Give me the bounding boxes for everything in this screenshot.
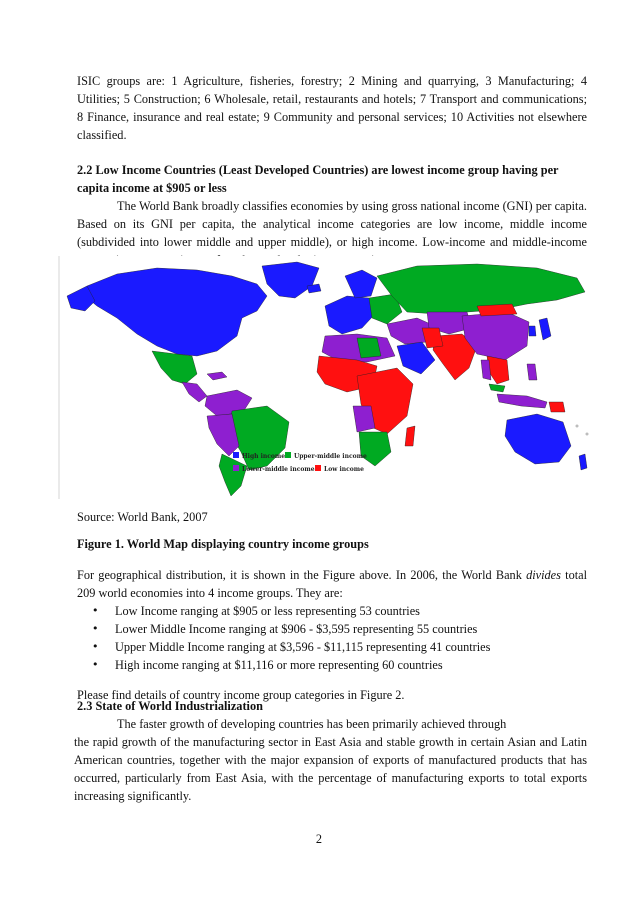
- list-item: • Lower Middle Income ranging at $906 - $3,595 representing 55 countries: [77, 620, 587, 638]
- legend-upper-label: Upper-middle income: [294, 453, 367, 460]
- philippines-lower: [527, 364, 537, 380]
- isic-paragraph: ISIC groups are: 1 Agriculture, fisheries, forestry; 2 Mining and quarrying, 3 Manufacturing; 4 Utilities; 5 Construction; 6 Wholesale, retail, restaurants and hotels; 7 Transport and communications; 8 Finance, insurance and real estate; 9 Community and personal services; 10 Activities not elsewhere classified.: [77, 74, 587, 142]
- papua-low: [549, 402, 565, 412]
- figure-2-note: Please find details of country income group categories in Figure 2.: [77, 688, 405, 702]
- list-item: • Upper Middle Income ranging at $3,596 - $11,115 representing 41 countries: [77, 638, 587, 656]
- section-2-2-body: The World Bank broadly classifies economies by using gross national income (GNI) per capita. Based on its GNI per capita, the analytical income categories are low income, middle income (subdivided into lower middle and upper middle), or high income. Low-income and middle-income: [77, 199, 587, 249]
- legend-low-label: Low income: [324, 466, 364, 473]
- section-2-2-heading: 2.2 Low Income Countries (Least Developed Countries) are lowest income group having per capita income at $905 or less: [77, 163, 559, 195]
- section-2-3: [74, 697, 587, 805]
- distribution-text-after: total 209 world economies into 4 income groups. They are:: [77, 568, 588, 600]
- figure-caption: Figure 1. World Map displaying country income groups: [77, 537, 369, 551]
- text-block-top: [77, 72, 587, 269]
- section-2-3-heading: 2.3 State of World Industrialization: [77, 699, 263, 713]
- list-item: • High income ranging at $11,116 or more representing 60 countries: [77, 656, 587, 674]
- distribution-block: [77, 566, 587, 704]
- section-2-3-first-line: The faster growth of developing countries has been primarily achieved through: [117, 717, 507, 731]
- mongolia-low: [477, 304, 517, 316]
- libya-upper: [357, 338, 381, 358]
- legend-low-swatch: [315, 465, 321, 471]
- legend-upper-swatch: [285, 452, 291, 458]
- korea-high: [529, 326, 536, 336]
- income-group-list: [77, 602, 587, 674]
- map-source: Source: World Bank, 2007: [77, 510, 208, 524]
- distribution-paragraph: [77, 566, 587, 602]
- legend-lower-swatch: [233, 465, 239, 471]
- legend-high-swatch: [233, 452, 239, 458]
- figure-title: World Map displaying country income groups: [126, 537, 369, 551]
- legend-lower-label: Lower-middle income: [242, 466, 315, 473]
- figure-label: Figure: [77, 537, 112, 551]
- figure-number: 1: [114, 537, 121, 551]
- list-item: • Low Income ranging at $905 or less representing 53 countries: [77, 602, 587, 620]
- section-2-3-body: the rapid growth of the manufacturing sector in East Asia and stable growth in certain Asian and Latin American countries, together with the major expansion of exports of manufactured products that has occurred, particularly from East Asia, with the percentage of manufacturing exports to total exports increasing significantly.: [74, 735, 587, 803]
- distribution-italic-word: divides: [526, 568, 561, 582]
- world-map-figure: [57, 256, 597, 499]
- legend-high-label: High income: [242, 453, 286, 460]
- distribution-text-before: For geographical distribution, it is shown in the Figure above. In 2006, the World Bank: [77, 568, 522, 582]
- world-income-map: [57, 256, 597, 499]
- page-number: 2: [315, 832, 323, 846]
- angola-lower: [353, 406, 375, 432]
